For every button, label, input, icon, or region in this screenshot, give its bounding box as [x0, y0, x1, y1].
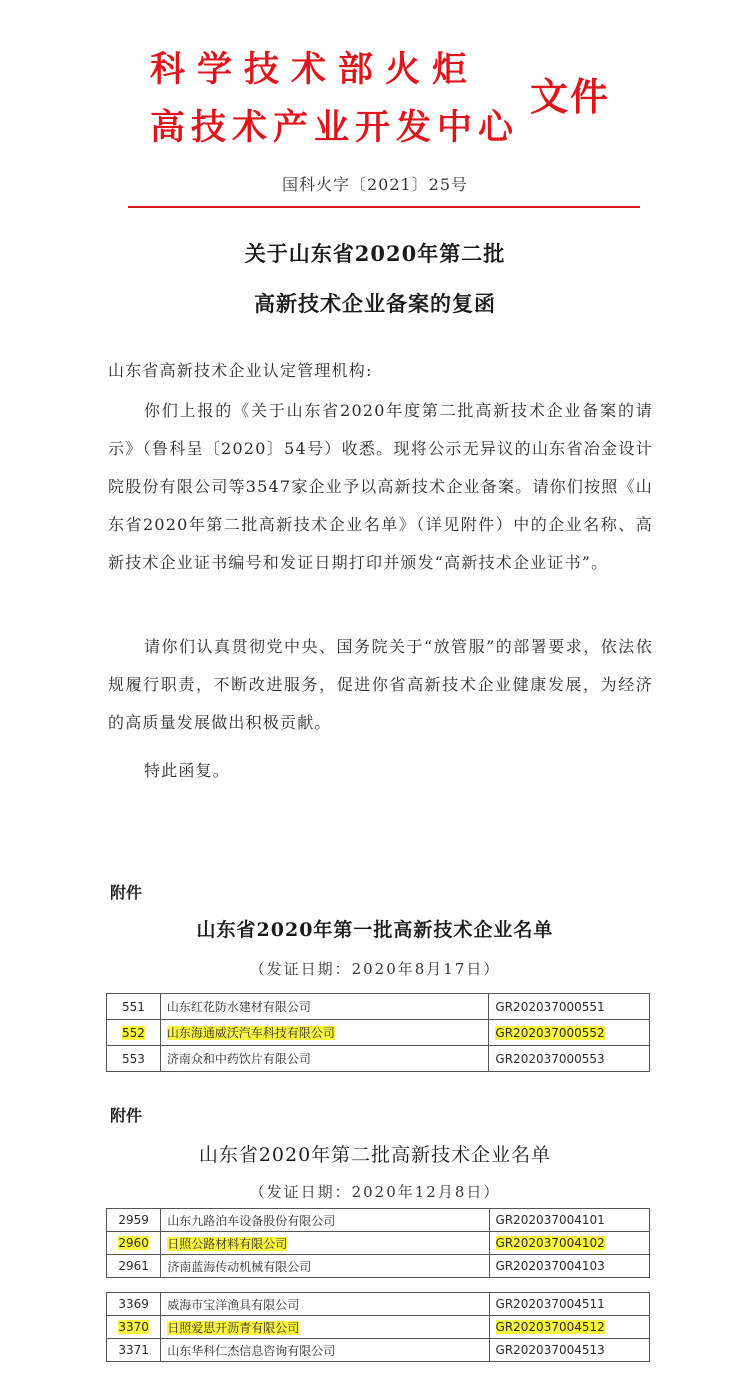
document-number: 国科火字〔2021〕25号 [281, 175, 469, 194]
closing-line: 特此函复。 [144, 761, 231, 780]
table-row [107, 1255, 650, 1278]
certificate-number: GR202037000551 [489, 994, 650, 1020]
highlight-mark: GR202037004512 [495, 1320, 605, 1334]
row-number: 2959 [107, 1209, 161, 1232]
attachment-2-date: （发证日期：2020年12月8日） [249, 1183, 501, 1201]
attachment-2-title: 山东省2020年第二批高新技术企业名单 [198, 1144, 552, 1166]
row-number [107, 1020, 161, 1046]
attachment-2-table-a [106, 1208, 650, 1278]
table-row-highlighted [107, 1232, 650, 1255]
certificate-number [489, 1020, 650, 1046]
attachment-1-table [106, 993, 650, 1072]
letterhead-side-label: 文件 [530, 74, 611, 119]
row-number: 2961 [107, 1255, 161, 1278]
letterhead-red-rule [128, 206, 640, 208]
certificate-number [489, 1232, 649, 1255]
company-name: 威海市宝洋渔具有限公司 [161, 1293, 489, 1316]
row-number: 3369 [107, 1293, 161, 1316]
table-row [107, 1293, 650, 1316]
table-row [107, 1339, 650, 1362]
company-name: 济南蓝海传动机械有限公司 [161, 1255, 489, 1278]
row-number [107, 1316, 161, 1339]
highlight-mark: 日照公路材料有限公司 [167, 1236, 288, 1251]
letterhead-line-1: 科学技术部火炬 [150, 49, 480, 90]
document-title-line-2: 高新技术企业备案的复函 [254, 291, 496, 316]
company-name: 山东华科仁杰信息咨询有限公司 [161, 1339, 489, 1362]
body-paragraph-2: 请你们认真贯彻党中央、国务院关于“放管服”的部署要求，依法依规履行职责，不断改进服务，促进你省高新技术企业健康发展，为经济的高质量发展做出积极贡献。 [108, 637, 653, 732]
company-name [161, 1316, 489, 1339]
table-row-highlighted [107, 1020, 650, 1046]
table-row-highlighted [107, 1316, 650, 1339]
highlight-mark: 山东海通威沃汽车科技有限公司 [166, 1026, 335, 1040]
certificate-number: GR202037004511 [489, 1293, 649, 1316]
company-name: 济南众和中药饮片有限公司 [160, 1046, 489, 1072]
attachment-2-table-b [106, 1292, 650, 1362]
attachment-1-date: （发证日期：2020年8月17日） [249, 960, 501, 978]
certificate-number [489, 1316, 649, 1339]
highlight-mark: GR202037004102 [495, 1236, 605, 1250]
salutation: 山东省高新技术企业认定管理机构: [108, 361, 373, 380]
attachment-1-title: 山东省2020年第一批高新技术企业名单 [196, 919, 554, 941]
highlight-mark: GR202037000552 [495, 1025, 605, 1040]
document-title-line-1: 关于山东省2020年第二批 [244, 241, 506, 266]
company-name: 山东红花防水建材有限公司 [160, 994, 489, 1020]
company-name [160, 1020, 489, 1046]
certificate-number: GR202037004513 [489, 1339, 649, 1362]
table-row [107, 994, 650, 1020]
company-name: 山东九路泊车设备股份有限公司 [161, 1209, 489, 1232]
attachment-2-label: 附件 [110, 1106, 143, 1125]
highlight-mark: 2960 [118, 1236, 149, 1250]
row-number [107, 1232, 161, 1255]
row-number: 551 [107, 994, 161, 1020]
table-row [107, 1046, 650, 1072]
highlight-mark: 552 [121, 1025, 145, 1040]
certificate-number: GR202037004103 [489, 1255, 649, 1278]
company-name [161, 1232, 489, 1255]
attachment-1-label: 附件 [110, 883, 143, 902]
table-row [107, 1209, 650, 1232]
row-number: 553 [107, 1046, 161, 1072]
certificate-number: GR202037000553 [489, 1046, 650, 1072]
row-number: 3371 [107, 1339, 161, 1362]
letterhead-line-2: 高技术产业开发中心 [150, 107, 520, 148]
highlight-mark: 3370 [118, 1320, 149, 1334]
body-paragraph-1: 你们上报的《关于山东省2020年度第二批高新技术企业备案的请示》（鲁科呈〔2020〕54号）收悉。现将公示无异议的山东省冶金设计院股份有限公司等3547家企业予以高新技术企业备案。请你们按照《山东省2020年第二批高新技术企业名单》（详见附件）中的企业名称、高新技术企业证书编号和发证日期打印并颁发“高新技术企业证书”。 [108, 401, 653, 572]
highlight-mark: 日照爱思开沥青有限公司 [167, 1320, 300, 1335]
certificate-number: GR202037004101 [489, 1209, 649, 1232]
